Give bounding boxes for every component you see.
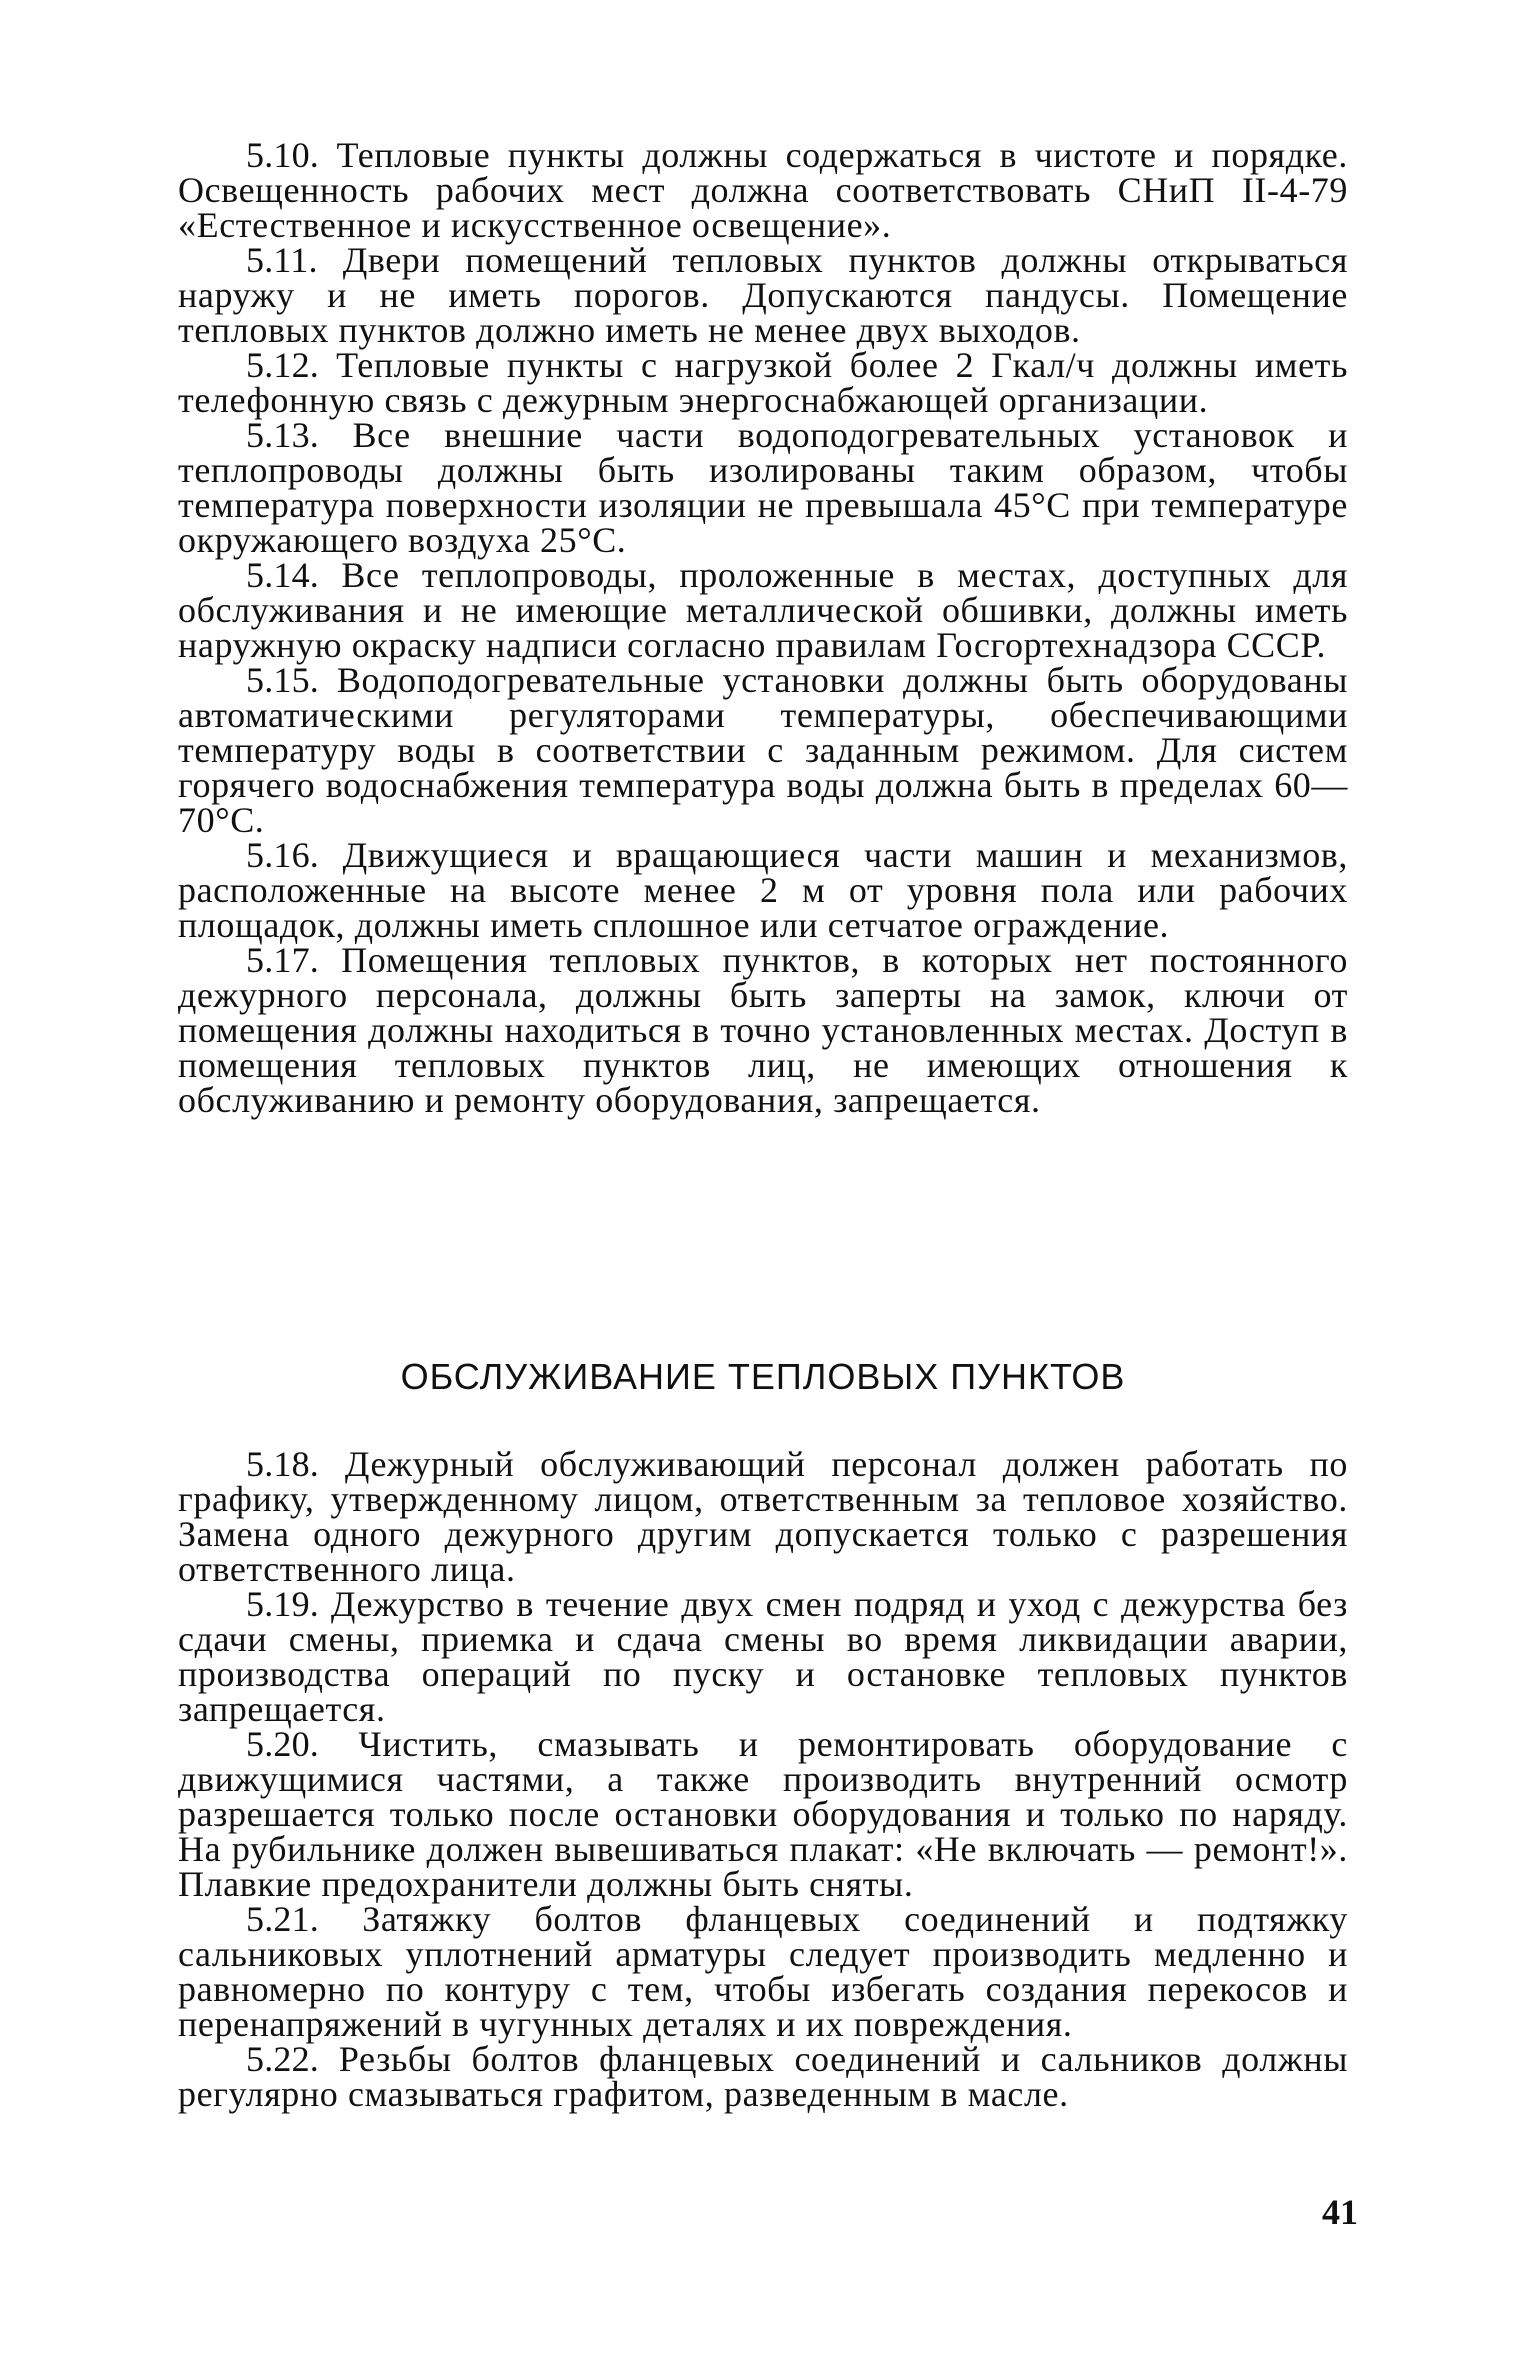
paragraph-text: Водоподогревательные установки должны быть оборудованы автоматическими регуляторами температуры, обеспечивающими температуру воды в соответствии с заданным режимом. Для систем горячего водоснабжения температура воды должна быть в пределах 60—70°С. bbox=[178, 660, 1348, 840]
paragraph-5-18 bbox=[178, 1444, 1348, 1589]
paragraph-number: 5.20. bbox=[246, 1724, 319, 1764]
paragraph-text: Дежурство в течение двух смен подряд и уход с дежурства без сдачи смены, приемка и сдача смены во время ликвидации аварии, производства операций по пуску и остановке тепловых пунктов запрещается. bbox=[178, 1584, 1348, 1729]
paragraph-text: Помещения тепловых пунктов, в которых нет постоянного дежурного персонала, должны быть заперты на замок, ключи от помещения должны находиться в точно установленных местах. Доступ в помещения тепловых пунктов лиц, не имеющих отношения к обслуживанию и ремонту оборудования, запрещается. bbox=[178, 940, 1348, 1120]
paragraph-number: 5.17. bbox=[246, 940, 319, 980]
paragraph-number: 5.16. bbox=[246, 835, 319, 875]
paragraph-number: 5.10. bbox=[246, 135, 319, 175]
paragraph-5-12 bbox=[178, 345, 1348, 420]
paragraph-5-21 bbox=[178, 1899, 1348, 2044]
paragraph-5-22 bbox=[178, 2039, 1348, 2114]
paragraph-text: Тепловые пункты должны содержаться в чистоте и порядке. Освещенность рабочих мест должна соответствовать СНиП II-4-79 «Естественное и искусственное освещение». bbox=[178, 135, 1348, 245]
paragraph-5-15 bbox=[178, 660, 1348, 840]
paragraph-text: Дежурный обслуживающий персонал должен работать по графику, утвержденному лицом, ответственным за тепловое хозяйство. Замена одного дежурного другим допускается только с разрешения ответственного лица. bbox=[178, 1444, 1348, 1589]
paragraph-5-14 bbox=[178, 555, 1348, 665]
paragraph-number: 5.12. bbox=[246, 345, 319, 385]
paragraph-text: Все теплопроводы, проложенные в местах, доступных для обслуживания и не имеющие металлической обшивки, должны иметь наружную окраску надписи согласно правилам Госгортехнадзора СССР. bbox=[178, 555, 1348, 665]
paragraph-5-10 bbox=[178, 135, 1348, 245]
paragraph-number: 5.19. bbox=[246, 1584, 319, 1624]
paragraph-number: 5.15. bbox=[246, 660, 319, 700]
paragraph-number: 5.18. bbox=[246, 1444, 319, 1484]
paragraph-text: Все внешние части водоподогревательных установок и теплопроводы должны быть изолированы таким образом, чтобы температура поверхности изоляции не превышала 45°С при температуре окружающего воздуха 25°С. bbox=[178, 415, 1348, 560]
paragraph-text: Движущиеся и вращающиеся части машин и механизмов, расположенные на высоте менее 2 м от уровня пола или рабочих площадок, должны иметь сплошное или сетчатое ограждение. bbox=[178, 835, 1348, 945]
paragraph-number: 5.14. bbox=[246, 555, 319, 595]
paragraph-text: Резьбы болтов фланцевых соединений и сальников должны регулярно смазываться графитом, разведенным в масле. bbox=[178, 2039, 1348, 2114]
body-text-bottom bbox=[178, 1444, 1348, 2114]
paragraph-number: 5.13. bbox=[246, 415, 319, 455]
section-heading: ОБСЛУЖИВАНИЕ ТЕПЛОВЫХ ПУНКТОВ bbox=[400, 1356, 1126, 1397]
paragraph-text: Двери помещений тепловых пунктов должны открываться наружу и не иметь порогов. Допускаются пандусы. Помещение тепловых пунктов должно иметь не менее двух выходов. bbox=[178, 240, 1348, 350]
paragraph-text: Затяжку болтов фланцевых соединений и подтяжку сальниковых уплотнений арматуры следует производить медленно и равномерно по контуру с тем, чтобы избегать создания перекосов и перенапряжений в чугунных деталях и их повреждения. bbox=[178, 1899, 1348, 2044]
paragraph-number: 5.11. bbox=[246, 240, 318, 280]
body-text-top bbox=[178, 135, 1348, 1120]
paragraph-number: 5.21. bbox=[246, 1899, 319, 1939]
paragraph-5-17 bbox=[178, 940, 1348, 1120]
paragraph-text: Чистить, смазывать и ремонтировать оборудование с движущимися частями, а также производить внутренний осмотр разрешается только после остановки оборудования и только по наряду. На рубильнике должен вывешиваться плакат: «Не включать — ремонт!». Плавкие предохранители должны быть сняты. bbox=[178, 1724, 1348, 1904]
page-number: 41 bbox=[1322, 2192, 1358, 2232]
paragraph-5-20 bbox=[178, 1724, 1348, 1904]
paragraph-5-13 bbox=[178, 415, 1348, 560]
paragraph-text: Тепловые пункты с нагрузкой более 2 Гкал/ч должны иметь телефонную связь с дежурным энергоснабжающей организации. bbox=[178, 345, 1348, 420]
paragraph-5-19 bbox=[178, 1584, 1348, 1729]
paragraph-number: 5.22. bbox=[246, 2039, 319, 2079]
paragraph-5-11 bbox=[178, 240, 1348, 350]
paragraph-5-16 bbox=[178, 835, 1348, 945]
